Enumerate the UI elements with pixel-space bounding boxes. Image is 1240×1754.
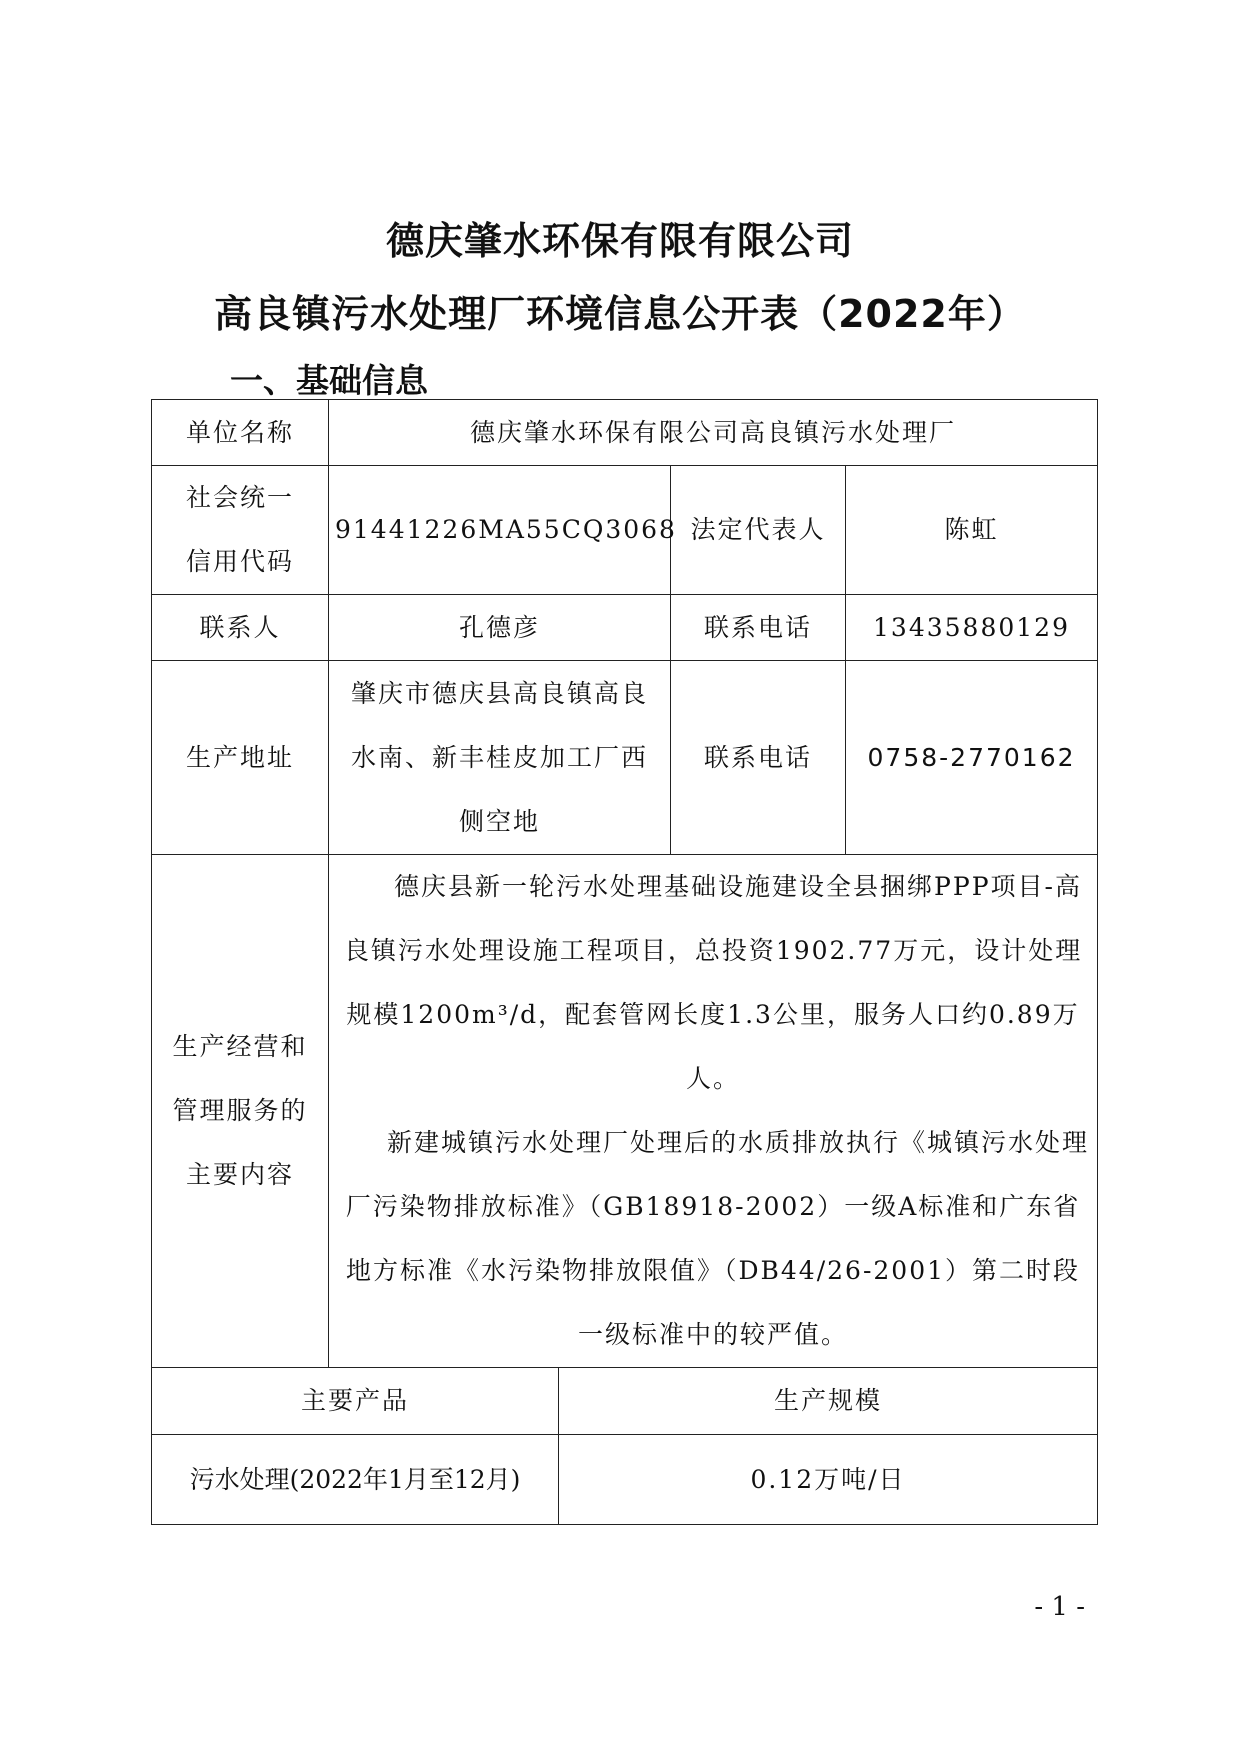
main-content-paragraph-1: 德庆县新一轮污水处理基础设施建设全县捆绑PPP项目-高良镇污水处理设施工程项目，总投资1902.77万元，设计处理规模1200m³/d，配套管网长度1.3公里，服务人口约0.89万人。 [343,872,1083,1093]
address-line-3: 侧空地 [458,806,540,836]
document-title-line-1: 德庆肇水环保有限有限公司 [385,219,854,263]
production-scale-header: 生产规模 [559,1368,1098,1435]
scale-value: 0.12万吨/日 [559,1435,1098,1525]
contact-phone-value: 13435880129 [846,595,1098,661]
unit-name-label: 单位名称 [152,400,329,466]
main-content-label-line-1: 生产经营和 [172,1032,308,1061]
credit-code-value: 91441226MA55CQ3068 [329,466,671,595]
contact-label: 联系人 [152,595,329,661]
unit-name-value: 德庆肇水环保有限公司高良镇污水处理厂 [329,400,1098,466]
credit-code-label-line-1: 社会统一 [185,483,294,512]
basic-info-table [151,399,1098,1525]
address-value [329,661,671,855]
main-content-label-line-2: 管理服务的 [172,1096,308,1125]
credit-code-label [152,466,329,595]
legal-rep-label: 法定代表人 [671,466,846,595]
table-row-product-headers [152,1368,1098,1435]
table-row-credit-code [152,466,1098,595]
address-label: 生产地址 [152,661,329,855]
main-content-text [329,855,1098,1368]
table-row-unit-name [152,400,1098,466]
table-row-product-values [152,1435,1098,1525]
main-product-header: 主要产品 [152,1368,559,1435]
product-value: 污水处理(2022年1月至12月) [152,1435,559,1525]
section-heading: 一、基础信息 [230,361,428,400]
address-line-1: 肇庆市德庆县高良镇高良 [350,678,648,708]
main-content-paragraph-2: 新建城镇污水处理厂处理后的水质排放执行《城镇污水处理厂污染物排放标准》（GB18918-2002）一级A标准和广东省地方标准《水污染物排放限值》（DB44/26-2001）第二时段一级标准中的较严值。 [345,1128,1090,1349]
table-row-address [152,661,1098,855]
address-phone-label: 联系电话 [671,661,846,855]
address-line-2: 水南、新丰桂皮加工厂西 [350,742,648,772]
page-number: - 1 - [1034,1592,1085,1622]
legal-rep-value: 陈虹 [846,466,1098,595]
contact-value: 孔德彦 [329,595,671,661]
document-title-line-2: 高良镇污水处理厂环境信息公开表（2022年） [214,292,1026,336]
table-row-main-content [152,855,1098,1368]
credit-code-label-line-2: 信用代码 [185,547,294,576]
contact-phone-label: 联系电话 [671,595,846,661]
table-row-contact [152,595,1098,661]
address-phone-value: 0758-2770162 [846,661,1098,855]
main-content-label [152,855,329,1368]
main-content-label-line-3: 主要内容 [185,1160,294,1189]
